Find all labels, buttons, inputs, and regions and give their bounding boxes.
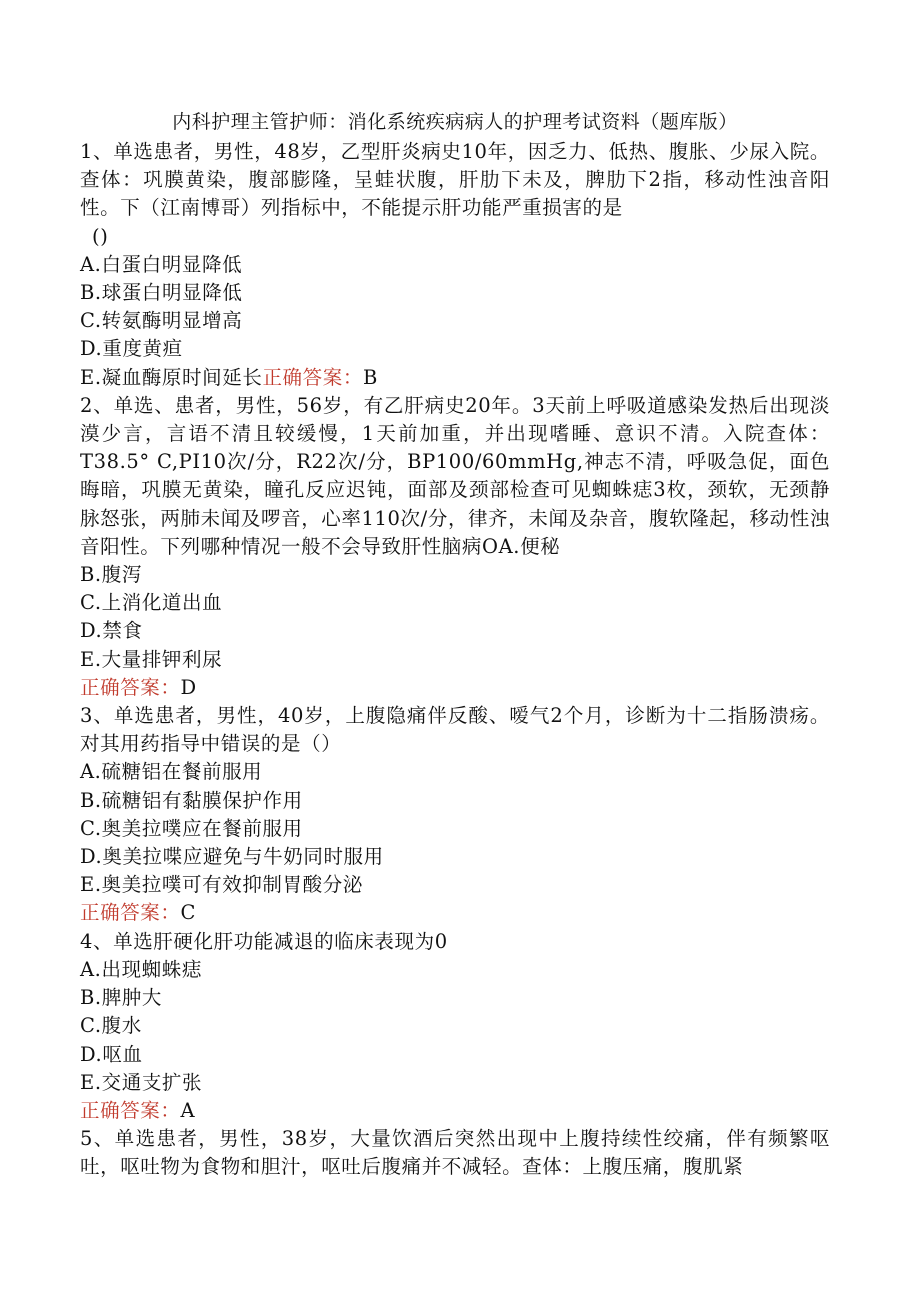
option-c: C.腹水 — [80, 1014, 142, 1038]
page-title: 内科护理主管护师：消化系统疾病病人的护理考试资料（题库版） — [172, 111, 738, 133]
option-a: A.白蛋白明显降低 — [80, 252, 243, 276]
option-b: B.球蛋白明显降低 — [80, 281, 243, 305]
option-e: E.交通支扩张 — [80, 1070, 203, 1094]
option-e: E.凝血酶原时间延长正确答案：B — [80, 365, 378, 389]
answer-blank: () — [92, 224, 109, 248]
answer-label: 正确答案： — [262, 365, 363, 389]
question-2 — [80, 392, 830, 702]
option-c: C.奥美拉噗应在餐前服用 — [80, 816, 303, 840]
question-5 — [80, 1125, 830, 1181]
question-1 — [80, 138, 830, 392]
answer-line — [80, 1097, 830, 1125]
answer-value: B — [362, 365, 378, 389]
question-stem: 4、单选肝硬化肝功能减退的临床表现为0 — [80, 929, 448, 953]
question-3 — [80, 702, 830, 928]
answer-value: A — [180, 1098, 196, 1122]
option-d: D.奥美拉喋应避免与牛奶同时服用 — [80, 845, 384, 869]
option-c: C.转氨酶明显增高 — [80, 309, 243, 333]
document-page — [80, 108, 830, 1182]
answer-label: 正确答案： — [80, 1098, 181, 1122]
answer-value: D — [180, 675, 197, 699]
question-stem: 5、单选患者，男性，38岁，大量饮酒后突然出现中上腹持续性绞痛，伴有频繁呕吐，呕吐物为食物和胆汁，呕吐后腹痛并不减轻。查体：上腹压痛，腹肌紧 — [80, 1127, 830, 1179]
answer-line — [80, 674, 830, 702]
answer-line — [80, 899, 830, 927]
option-a: A.出现蜘蛛痣 — [80, 957, 202, 981]
option-a: A.硫糖铝在餐前服用 — [80, 760, 263, 784]
answer-value: C — [180, 901, 197, 925]
option-b: B.腹泻 — [80, 563, 142, 587]
option-d: D.重度黄疸 — [80, 337, 183, 361]
answer-label: 正确答案： — [80, 675, 181, 699]
question-stem: 1、单选患者，男性，48岁，乙型肝炎病史10年，因乏力、低热、腹胀、少尿入院。查体：巩膜黄染，腹部膨隆，呈蛙状腹，肝肋下未及，脾肋下2指，移动性浊音阳性。下（江南博哥）列指标中，不能提示肝功能严重损害的是 — [80, 140, 830, 220]
option-e: E.大量排钾利尿 — [80, 647, 223, 671]
option-d: D.呕血 — [80, 1042, 143, 1066]
option-b: B.脾肿大 — [80, 986, 163, 1010]
option-b: B.硫糖铝有黏膜保护作用 — [80, 788, 303, 812]
question-stem: 2、单选、患者，男性，56岁，有乙肝病史20年。3天前上呼吸道感染发热后出现淡漠少言，言语不清且较缓慢，1天前加重，并出现嗜睡、意识不清。入院查体：T38.5° C,PI10次/分，R22次/分，BP100/60mmHg,神志不清，呼吸急促，面色晦暗，巩膜无黄染，瞳孔反应迟钝，面部及颈部检查可见蜘蛛痣3枚，颈软，无颈静脉怒张，两肺未闻及啰音，心率110次/分，律齐，未闻及杂音，腹软隆起，移动性浊音阳性。下列哪种情况一般不会导致肝性脑病OA.便秘 — [80, 393, 830, 558]
question-stem: 3、单选患者，男性，40岁，上腹隐痛伴反酸、嗳气2个月，诊断为十二指肠溃疡。对其用药指导中错误的是（） — [80, 704, 830, 756]
question-4 — [80, 928, 830, 1125]
option-d: D.禁食 — [80, 619, 143, 643]
option-c: C.上消化道出血 — [80, 591, 223, 615]
answer-label: 正确答案： — [80, 901, 181, 925]
option-e: E.奥美拉噗可有效抑制胃酸分泌 — [80, 873, 363, 897]
